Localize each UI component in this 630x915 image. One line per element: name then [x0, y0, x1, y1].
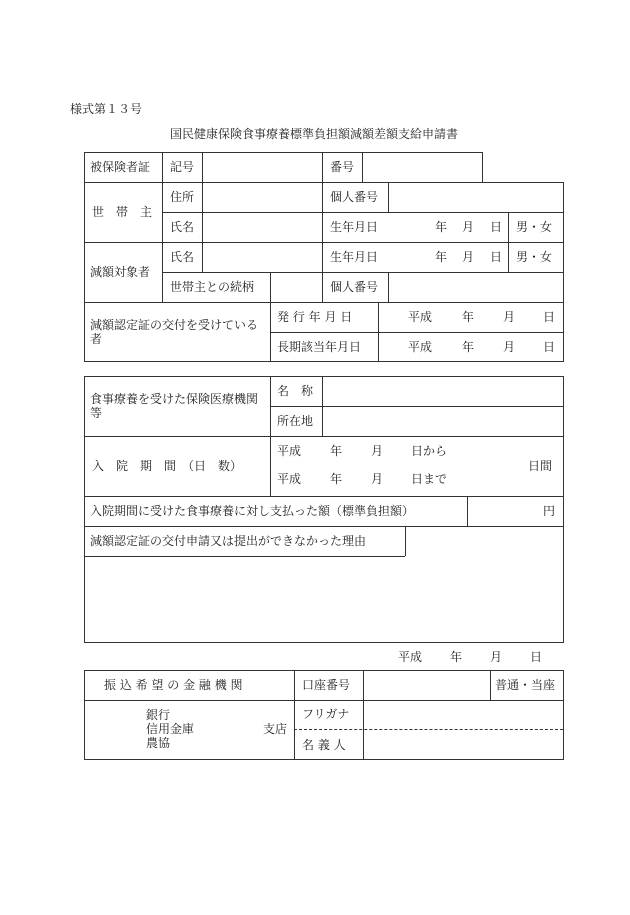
long-term-date-label: 長期該当年月日	[277, 340, 362, 354]
period-to-month: 月	[371, 472, 384, 486]
application-date-day: 日	[530, 650, 543, 664]
head-individual-number-field[interactable]	[389, 183, 562, 211]
account-holder-field[interactable]	[364, 730, 562, 758]
account-number-label: 口座番号	[302, 678, 351, 692]
long-term-date-era: 平成	[408, 340, 433, 354]
relation-label: 世帯主との続柄	[170, 280, 255, 294]
relation-field[interactable]	[271, 273, 321, 301]
institution-name-field[interactable]	[323, 377, 562, 405]
head-birth-label: 生年月日	[330, 220, 379, 234]
period-to-suffix: 日まで	[411, 472, 448, 486]
branch-label: 支店	[263, 722, 288, 736]
number-label: 番号	[330, 160, 355, 174]
application-date-era: 平成	[398, 650, 423, 664]
household-head-label: 世 帯 主	[92, 205, 153, 219]
application-date-year: 年	[450, 650, 463, 664]
long-term-date-year: 年	[462, 340, 475, 354]
payment-unit: 円	[543, 504, 556, 518]
bank-label: 振 込 希 望 の 金 融 機 関	[104, 678, 243, 692]
head-birth-year: 年	[435, 220, 448, 234]
bank-kind-credit-union: 信用金庫	[146, 722, 195, 736]
account-number-field[interactable]	[364, 671, 489, 699]
period-from-month: 月	[371, 444, 384, 458]
head-birth-month: 月	[462, 220, 475, 234]
head-sex-selector[interactable]: 男・女	[516, 220, 553, 234]
application-date-month: 月	[490, 650, 503, 664]
head-birth-day: 日	[490, 220, 503, 234]
issue-date-era: 平成	[408, 310, 433, 324]
institution-label: 食事療養を受けた保険医療機関等	[90, 392, 259, 420]
issue-date-month: 月	[503, 310, 516, 324]
target-name-field[interactable]	[203, 243, 321, 271]
furigana-label: フリガナ	[302, 707, 350, 721]
target-sex-selector[interactable]: 男・女	[516, 250, 553, 264]
form-number: 様式第１３号	[70, 102, 143, 116]
hospitalization-period-label: 入 院 期 間 （日 数）	[92, 459, 243, 473]
insurance-card-label: 被保険者証	[90, 160, 151, 174]
issue-date-year: 年	[462, 310, 475, 324]
account-type-selector[interactable]: 普通・当座	[495, 678, 556, 692]
target-birth-year: 年	[435, 250, 448, 264]
number-field[interactable]	[363, 153, 481, 181]
bank-kind-bank: 銀行	[146, 708, 171, 722]
target-birth-month: 月	[462, 250, 475, 264]
period-to-year: 年	[330, 472, 343, 486]
head-address-label: 住所	[170, 190, 195, 204]
furigana-field[interactable]	[364, 701, 562, 728]
head-individual-number-label: 個人番号	[330, 190, 379, 204]
days-unit: 日間	[528, 459, 553, 473]
long-term-date-month: 月	[503, 340, 516, 354]
target-birth-day: 日	[490, 250, 503, 264]
payment-amount-label: 入院期間に受けた食事療養に対し支払った額（標準負担額）	[90, 504, 415, 518]
bank-kind-agricultural-coop: 農協	[146, 736, 171, 750]
period-from-suffix: 日から	[411, 444, 448, 458]
period-from-year: 年	[330, 444, 343, 458]
head-name-label: 氏名	[170, 220, 195, 234]
institution-location-label: 所在地	[277, 414, 314, 428]
institution-location-field[interactable]	[323, 407, 562, 435]
symbol-field[interactable]	[203, 153, 321, 181]
issue-date-day: 日	[543, 310, 556, 324]
target-person-label: 減額対象者	[90, 265, 151, 279]
target-individual-number-label: 個人番号	[330, 280, 379, 294]
form-title: 国民健康保険食事療養標準負担額減額差額支給申請書	[170, 127, 459, 141]
certificate-holder-label: 減額認定証の交付を受けている者	[90, 318, 259, 346]
bank-name-field[interactable]	[85, 701, 145, 758]
symbol-label: 記号	[170, 160, 195, 174]
target-name-label: 氏名	[170, 250, 195, 264]
target-birth-label: 生年月日	[330, 250, 379, 264]
account-holder-label: 名 義 人	[302, 738, 346, 752]
institution-name-label: 名 称	[277, 384, 314, 398]
reason-field[interactable]	[85, 557, 562, 641]
issue-date-label: 発 行 年 月 日	[277, 310, 353, 324]
period-from-era: 平成	[277, 444, 302, 458]
head-name-field[interactable]	[203, 213, 321, 241]
branch-name-field[interactable]	[205, 701, 261, 758]
head-address-field[interactable]	[203, 183, 321, 211]
target-individual-number-field[interactable]	[389, 273, 562, 301]
long-term-date-day: 日	[543, 340, 556, 354]
period-to-era: 平成	[277, 472, 302, 486]
reason-label: 減額認定証の交付申請又は提出ができなかった理由	[90, 534, 367, 548]
